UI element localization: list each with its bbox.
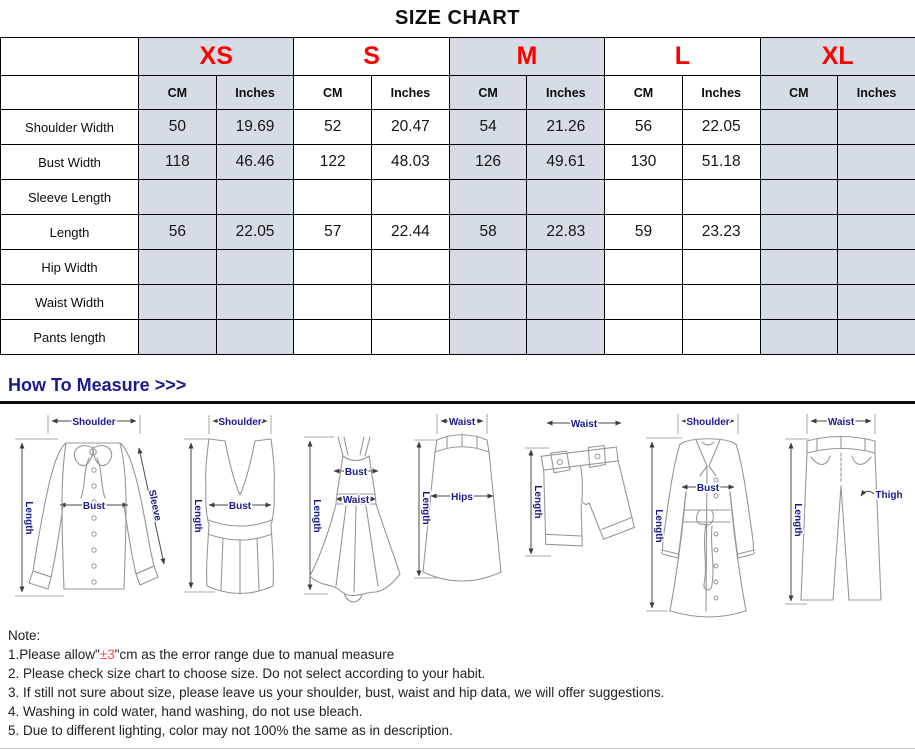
size-value-cell: 56 [605,110,683,145]
measure-label-bust: Bust [82,501,106,512]
how-to-measure-title: How To Measure >>> [8,375,187,395]
skirt-diagram [411,408,511,614]
measure-label-length: Length [23,501,34,535]
size-value-cell [216,250,294,285]
coat-outline [662,439,754,617]
size-value-cell [527,285,605,320]
blouse-outline [29,443,158,589]
unit-header: Inches [838,76,915,110]
measure-label-shoulder: Shoulder [218,417,262,428]
size-value-cell [372,180,450,215]
size-header-m: M [449,38,604,76]
dress-outline [310,437,400,602]
measure-label-length: Length [652,509,664,543]
measure-label-waist: Waist [343,495,370,506]
size-value-cell [216,180,294,215]
size-value-cell [372,320,450,355]
tank-outline [206,439,275,594]
pants-outline [801,436,881,600]
size-value-cell [605,320,683,355]
size-value-cell: 51.18 [682,145,760,180]
size-value-cell: 130 [605,145,683,180]
size-header-s: S [294,38,449,76]
page-title: SIZE CHART [395,7,520,29]
measure-label-length: Length [311,499,323,533]
size-value-cell [838,285,915,320]
corner-cell [1,76,139,110]
note-line-4: 4. Washing in cold water, hand washing, do not use bleach. [8,704,363,719]
unit-header: Inches [216,76,294,110]
size-value-cell [449,180,527,215]
size-header-row [1,38,915,76]
unit-header: CM [449,76,527,110]
measure-label-thigh: Thigh [875,490,903,501]
size-value-cell: 49.61 [527,145,605,180]
size-value-cell [682,180,760,215]
note-line-5: 5. Due to different lighting, color may not 100% the same as in description. [8,723,453,738]
size-value-cell [760,145,838,180]
pants-diagram [777,408,907,614]
size-value-cell [838,250,915,285]
skirt-outline [423,434,501,581]
size-value-cell: 52 [294,110,372,145]
measure-label-length: Length [791,503,803,537]
row-label: Bust Width [1,145,139,180]
size-value-cell [838,180,915,215]
size-value-cell: 56 [139,215,217,250]
dress-diagram [298,408,410,614]
size-value-cell: 59 [605,215,683,250]
row-label: Hip Width [1,250,139,285]
size-value-cell [605,180,683,215]
size-value-cell: 22.05 [216,215,294,250]
size-value-cell [760,110,838,145]
size-value-cell [294,250,372,285]
note-line-3: 3. If still not sure about size, please leave us your shoulder, bust, waist and hip data, we will offer suggestions. [8,685,665,700]
size-value-cell: 54 [449,110,527,145]
size-value-cell [449,285,527,320]
size-value-cell [682,250,760,285]
corner-cell [1,38,139,76]
note-line-1-pre: 1.Please allow" [8,647,100,662]
measure-label-waist: Waist [570,419,597,430]
row-label: Length [1,215,139,250]
size-value-cell: 57 [294,215,372,250]
size-value-cell [605,250,683,285]
size-value-cell [139,285,217,320]
size-value-cell: 22.83 [527,215,605,250]
measure-label-shoulder: Shoulder [72,417,116,428]
unit-header: Inches [527,76,605,110]
table-row-shoulder-width [1,110,915,145]
row-label: Sleeve Length [1,180,139,215]
unit-header: CM [760,76,838,110]
size-value-cell [760,285,838,320]
note-line-1-post: "cm as the error range due to manual measure [114,647,395,662]
size-value-cell [294,180,372,215]
size-value-cell [294,320,372,355]
row-label: Waist Width [1,285,139,320]
size-value-cell [372,285,450,320]
size-chart-table [0,37,915,355]
unit-header: CM [139,76,217,110]
note-line-1 [8,645,907,664]
size-value-cell [139,320,217,355]
size-value-cell: 23.23 [682,215,760,250]
note-line-2: 2. Please check size chart to choose size. Do not select according to your habit. [8,666,486,681]
size-value-cell [838,320,915,355]
size-value-cell [527,320,605,355]
size-value-cell: 58 [449,215,527,250]
measure-label-length: Length [420,491,432,525]
measure-label-waist: Waist [827,417,855,428]
size-value-cell: 118 [139,145,217,180]
table-row-waist-width [1,285,915,320]
size-value-cell [838,145,915,180]
bottom-divider [0,748,915,749]
table-row-pants-length [1,320,915,355]
table-row-hip-width [1,250,915,285]
size-value-cell [682,285,760,320]
size-value-cell [216,320,294,355]
size-value-cell [216,285,294,320]
size-value-cell [760,215,838,250]
size-value-cell: 21.26 [527,110,605,145]
note-line-1-tolerance: ±3 [99,647,115,662]
size-value-cell: 48.03 [372,145,450,180]
size-value-cell [760,250,838,285]
table-row-length [1,215,915,250]
size-value-cell [449,250,527,285]
measure-label-sleeve: Sleeve [145,488,164,523]
size-value-cell: 22.44 [372,215,450,250]
table-row-sleeve-length [1,180,915,215]
measure-label-waist: Waist [449,417,476,428]
measure-label-shoulder: Shoulder [686,417,730,428]
size-value-cell [838,110,915,145]
notes-section [0,618,915,740]
measure-label-bust: Bust [345,467,368,478]
size-value-cell: 20.47 [372,110,450,145]
size-value-cell: 46.46 [216,145,294,180]
size-value-cell: 22.05 [682,110,760,145]
size-value-cell [139,250,217,285]
shorts-diagram [513,408,635,614]
size-header-xs: XS [139,38,294,76]
size-value-cell [372,250,450,285]
unit-header: Inches [682,76,760,110]
measure-label-hips: Hips [451,492,474,503]
blouse-diagram [8,408,176,614]
row-label: Pants length [1,320,139,355]
size-value-cell [605,285,683,320]
size-header-l: L [605,38,760,76]
size-value-cell: 50 [139,110,217,145]
size-value-cell: 19.69 [216,110,294,145]
size-header-xl: XL [760,38,915,76]
measure-diagrams [0,404,915,618]
row-label: Shoulder Width [1,110,139,145]
measure-label-length: Length [192,499,204,533]
size-value-cell [760,320,838,355]
size-value-cell [527,250,605,285]
size-value-cell: 122 [294,145,372,180]
size-value-cell [527,180,605,215]
size-value-cell [139,180,217,215]
size-value-cell [760,180,838,215]
unit-header: Inches [372,76,450,110]
tank-top-diagram [177,408,297,614]
unit-header: CM [605,76,683,110]
unit-header: CM [294,76,372,110]
coat-diagram [636,408,776,620]
shorts-outline [531,443,634,550]
size-value-cell [838,215,915,250]
size-value-cell [294,285,372,320]
unit-header-row [1,76,915,110]
size-value-cell [682,320,760,355]
notes-heading: Note: [8,628,41,643]
measure-label-length: Length [531,485,543,519]
size-value-cell [449,320,527,355]
table-row-bust-width [1,145,915,180]
measure-label-bust: Bust [696,483,719,494]
size-value-cell: 126 [449,145,527,180]
measure-label-bust: Bust [229,501,252,512]
